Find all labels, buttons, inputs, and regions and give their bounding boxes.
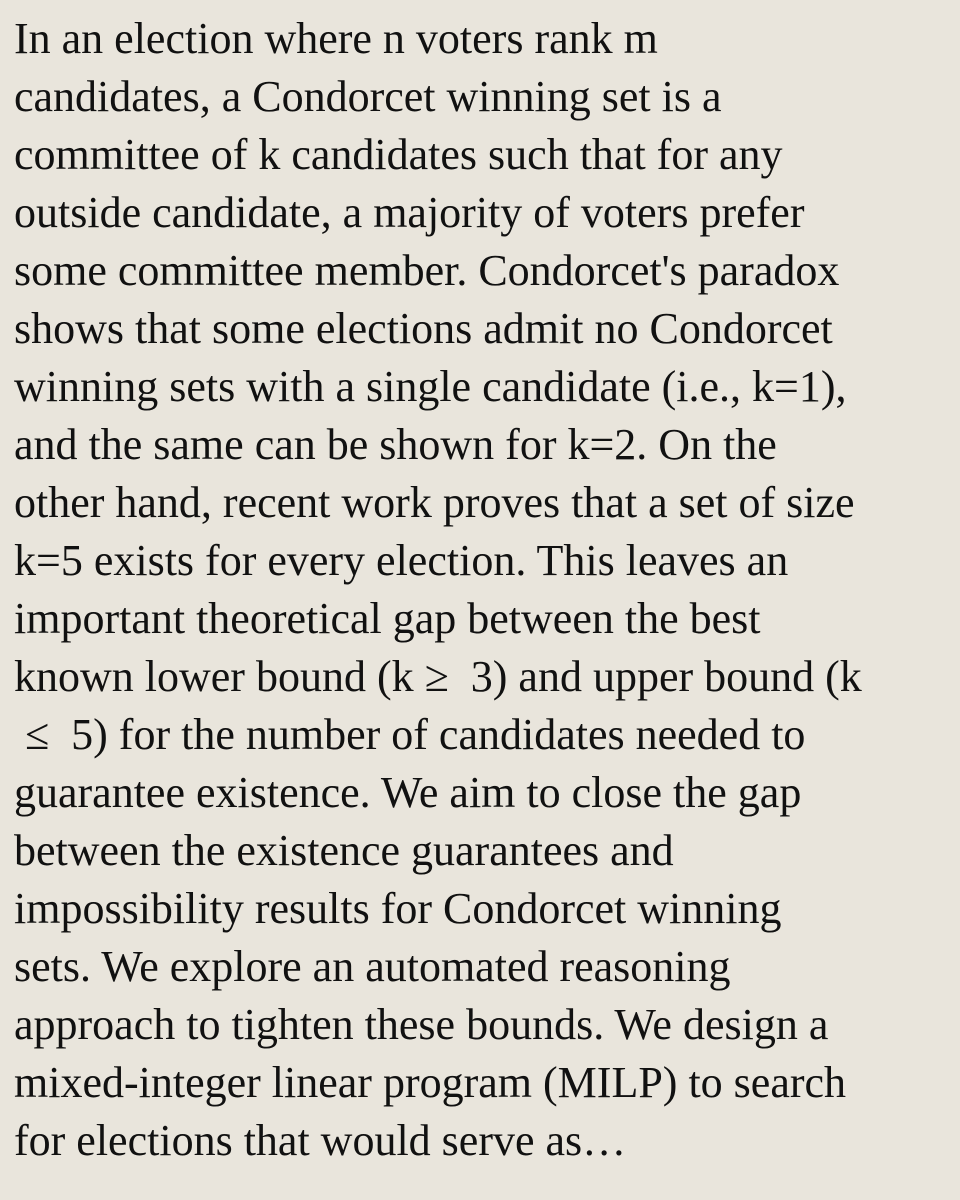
abstract-text	[14, 10, 944, 1170]
abstract-line: important theoretical gap between the best	[14, 594, 761, 643]
abstract-line: for elections that would serve as…	[14, 1116, 627, 1165]
abstract-line: impossibility results for Condorcet winning	[14, 884, 782, 933]
abstract-line: other hand, recent work proves that a set of size	[14, 478, 855, 527]
abstract-line: mixed-integer linear program (MILP) to search	[14, 1058, 847, 1107]
abstract-line: some committee member. Condorcet's paradox	[14, 246, 840, 295]
abstract-line: approach to tighten these bounds. We design a	[14, 1000, 829, 1049]
abstract-line: committee of k candidates such that for any	[14, 130, 783, 179]
abstract-line: ≤ 5) for the number of candidates needed to	[14, 710, 806, 759]
abstract-line: outside candidate, a majority of voters prefer	[14, 188, 805, 237]
abstract-line: k=5 exists for every election. This leaves an	[14, 536, 789, 585]
abstract-line: between the existence guarantees and	[14, 826, 674, 875]
abstract-line: guarantee existence. We aim to close the gap	[14, 768, 802, 817]
abstract-line: In an election where n voters rank m	[14, 14, 658, 63]
abstract-line: shows that some elections admit no Condorcet	[14, 304, 833, 353]
abstract-line: and the same can be shown for k=2. On the	[14, 420, 777, 469]
abstract-line: winning sets with a single candidate (i.e., k=1),	[14, 362, 847, 411]
abstract-line: known lower bound (k ≥ 3) and upper bound (k	[14, 652, 862, 701]
abstract-line: sets. We explore an automated reasoning	[14, 942, 731, 991]
abstract-line: candidates, a Condorcet winning set is a	[14, 72, 722, 121]
